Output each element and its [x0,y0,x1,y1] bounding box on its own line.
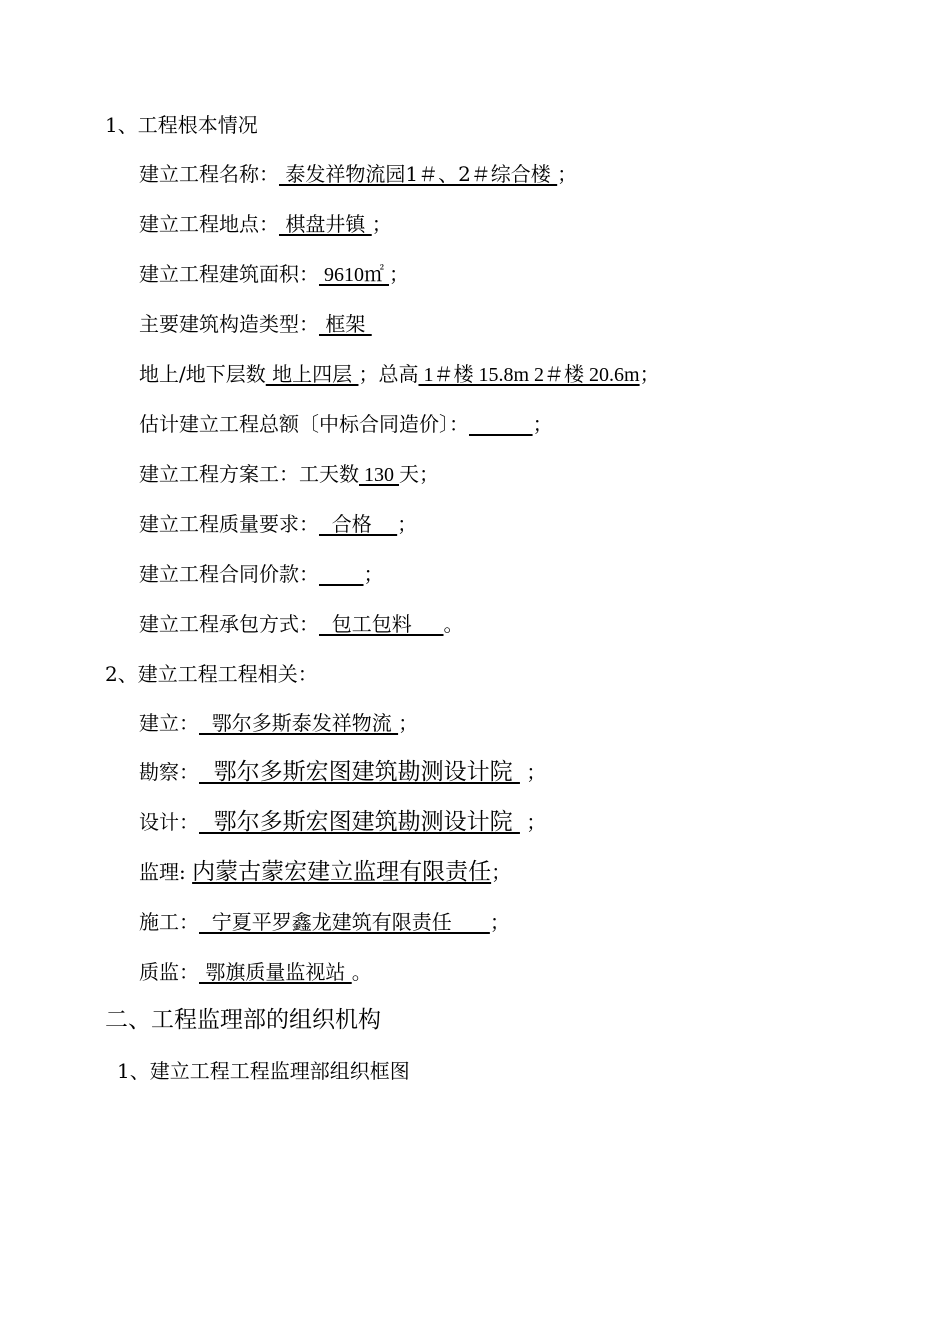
row-suffix: ； [639,362,660,386]
row-value [469,412,533,436]
row-label: 建立工程地点： [139,212,279,236]
row-suffix: ； [532,412,553,436]
row-label: 建立工程建筑面积： [139,262,319,286]
design-row [139,809,546,835]
contract-total-row [139,411,553,437]
row-suffix: ； [389,262,409,286]
row-suffix: ； [519,760,547,784]
row-value: 棋盘井镇 [279,212,372,236]
chapter2-subheading: 1、建立工程工程监理部组织框图 [117,1059,410,1083]
row-suffix: ； [519,810,547,834]
row-suffix: ； [363,562,384,586]
row-label: 建立： [139,711,199,735]
row-suffix: ； [397,512,418,536]
row-label: 地上/地下层数 [139,362,266,386]
row-suffix: 。 [443,612,464,636]
row-label: 建立工程质量要求： [139,512,319,536]
row-suffix: ； [489,910,510,934]
row-value: 9610㎡ [319,264,389,286]
row-value: 130 [359,464,399,486]
row-value [319,562,364,586]
row-value: 宁夏平罗鑫龙建筑有限责任 [199,910,490,934]
project-name-row [139,161,577,187]
row-value: 合格 [319,512,398,536]
row-label: 设计： [139,810,199,834]
quality-row [139,511,417,537]
project-location-row [139,211,392,237]
chapter2-heading: 二、工程监理部的组织机构 [105,1007,381,1033]
row-suffix: 天； [399,462,439,486]
structure-type-row [139,311,372,337]
section1-heading: 1、工程根本情况 [105,113,258,137]
contract-mode-row [139,611,464,637]
row-label: 主要建筑构造类型： [139,312,319,336]
row-suffix: ； [398,711,419,735]
row-label: 估计建立工程总额〔中标合同造价〕： [139,412,469,436]
building-area-row [139,261,409,288]
row-label: 建立工程承包方式： [139,612,319,636]
quality-supervision-row [139,959,372,985]
row-value: 鄂尔多斯泰发祥物流 [199,711,399,735]
row-value: 内蒙古蒙宏建立监理有限责任 [192,859,492,885]
construction-row [139,909,510,935]
row-value: 鄂尔多斯宏图建筑勘测设计院 [199,759,520,785]
survey-row [139,759,546,785]
row-label: 质监： [139,960,199,984]
row-value: 泰发祥物流园1＃、2＃综合楼 [279,162,558,186]
row-value: 地上四层 [265,362,359,386]
contract-price-row [139,561,384,587]
row-label: 监理: [139,860,193,884]
row-label: 施工： [139,910,199,934]
section2-heading: 2、建立工程工程相关： [105,662,318,686]
floors-row [139,361,660,388]
row-mid: ；总高 [358,362,419,386]
row-label: 建立工程方案工：工天数 [139,462,359,486]
row-label: 建立工程合同价款： [139,562,319,586]
row-value: 框架 [319,312,372,336]
row-suffix: ； [491,860,512,884]
supervision-row [139,859,511,885]
row-suffix: 。 [351,960,372,984]
row-suffix: ； [557,162,578,186]
work-days-row [139,461,439,488]
row-label: 勘察： [139,760,199,784]
row-value: 鄂旗质量监视站 [199,960,352,984]
row-value: 鄂尔多斯宏图建筑勘测设计院 [199,809,520,835]
row-label: 建立工程名称： [139,162,279,186]
row-value: 包工包料 [319,612,444,636]
row-suffix: ； [371,212,392,236]
row-value-2: 1＃楼 15.8m 2＃楼 20.6m [418,364,640,386]
owner-row [139,710,418,736]
